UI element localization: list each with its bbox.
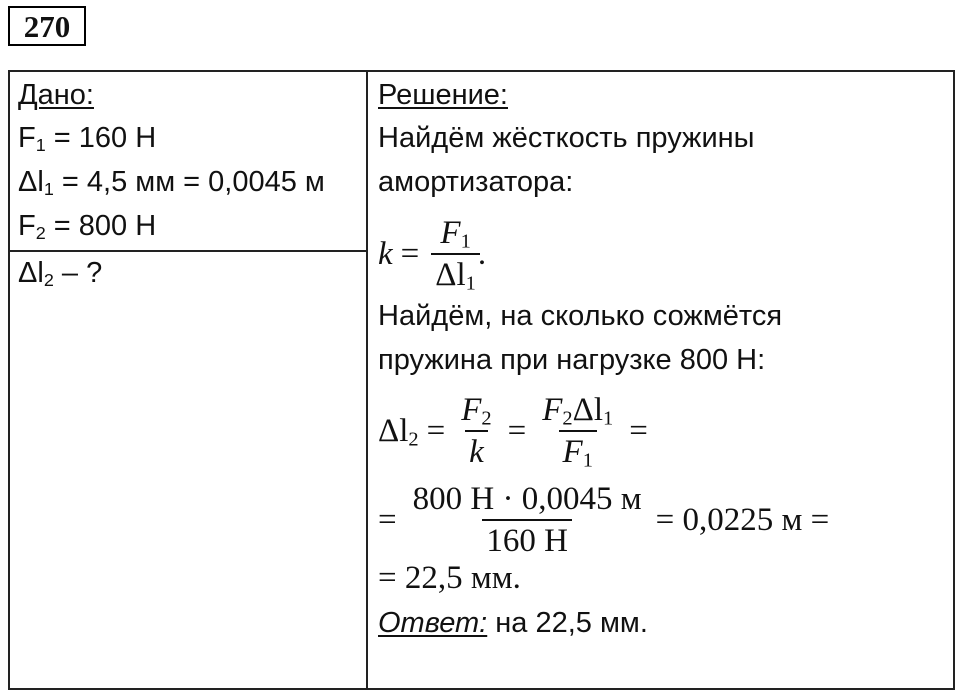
equals-sign: = bbox=[629, 412, 648, 449]
equals-sign: = bbox=[400, 235, 420, 272]
column-divider bbox=[366, 70, 368, 690]
f1-value: = 160 Н bbox=[53, 122, 157, 154]
calc-numerator: 800 Н · 0,0045 м bbox=[412, 480, 642, 517]
dl1-sub: 1 bbox=[43, 178, 54, 199]
k-symbol: k bbox=[378, 235, 393, 272]
fraction-numerator: $F_1$ bbox=[440, 214, 471, 253]
calc-fraction bbox=[409, 481, 646, 560]
formula-dl2 bbox=[378, 388, 656, 474]
fraction-k bbox=[431, 215, 480, 294]
given-f2 bbox=[18, 211, 156, 243]
given-heading: Дано: bbox=[18, 79, 94, 111]
find-symbol: Δl bbox=[18, 257, 44, 289]
fraction-denominator: $F_1$ bbox=[559, 430, 597, 470]
f2-sub: 2 bbox=[35, 222, 46, 243]
f1-symbol: F bbox=[18, 122, 36, 154]
dl1-value: = 4,5 мм = 0,0045 м bbox=[61, 166, 325, 198]
fraction-denominator: k bbox=[465, 430, 488, 470]
solution-heading: Решение: bbox=[378, 79, 508, 111]
fraction-numerator: $F_2$ bbox=[461, 391, 492, 430]
dl1-symbol: Δl bbox=[18, 166, 44, 198]
calc-final: = 22,5 мм. bbox=[378, 560, 521, 596]
fraction-numerator: $F_2\Delta l_1$ bbox=[542, 391, 614, 430]
equals-sign: = bbox=[507, 412, 527, 449]
fraction-2 bbox=[538, 392, 617, 471]
answer-label: Ответ: bbox=[378, 607, 488, 639]
solution-text-3: Найдём, на сколько сожмётся bbox=[378, 300, 783, 332]
f1-sub: 1 bbox=[35, 134, 46, 155]
calc-result: = 0,0225 м = bbox=[655, 501, 830, 538]
solution-text-4: пружина при нагрузке 800 Н: bbox=[378, 344, 766, 376]
equals-sign: = bbox=[426, 412, 446, 449]
formula-end: . bbox=[477, 235, 487, 272]
answer-text: на 22,5 мм. bbox=[495, 607, 648, 639]
solution-text-1: Найдём жёсткость пружины bbox=[378, 122, 755, 154]
find-value: – ? bbox=[61, 257, 103, 289]
given-f1 bbox=[18, 123, 156, 155]
problem-number: 270 bbox=[8, 6, 86, 46]
given-dl1 bbox=[18, 167, 325, 199]
formula-calc bbox=[378, 478, 829, 562]
solution-text-2: амортизатора: bbox=[378, 166, 574, 198]
fraction-denominator: $\Delta l_1$ bbox=[431, 253, 480, 293]
answer-line bbox=[378, 608, 648, 640]
given-divider bbox=[8, 250, 368, 252]
equals-sign: = bbox=[378, 501, 397, 538]
calc-denominator: 160 Н bbox=[482, 519, 572, 559]
dl2-symbol: $\Delta l_2$ bbox=[378, 412, 419, 451]
formula-k bbox=[378, 212, 486, 296]
find-sub: 2 bbox=[43, 269, 54, 290]
problem-table bbox=[8, 70, 955, 690]
given-find bbox=[18, 258, 102, 290]
f2-symbol: F bbox=[18, 210, 36, 242]
fraction-1 bbox=[457, 392, 495, 471]
f2-value: = 800 Н bbox=[53, 210, 157, 242]
